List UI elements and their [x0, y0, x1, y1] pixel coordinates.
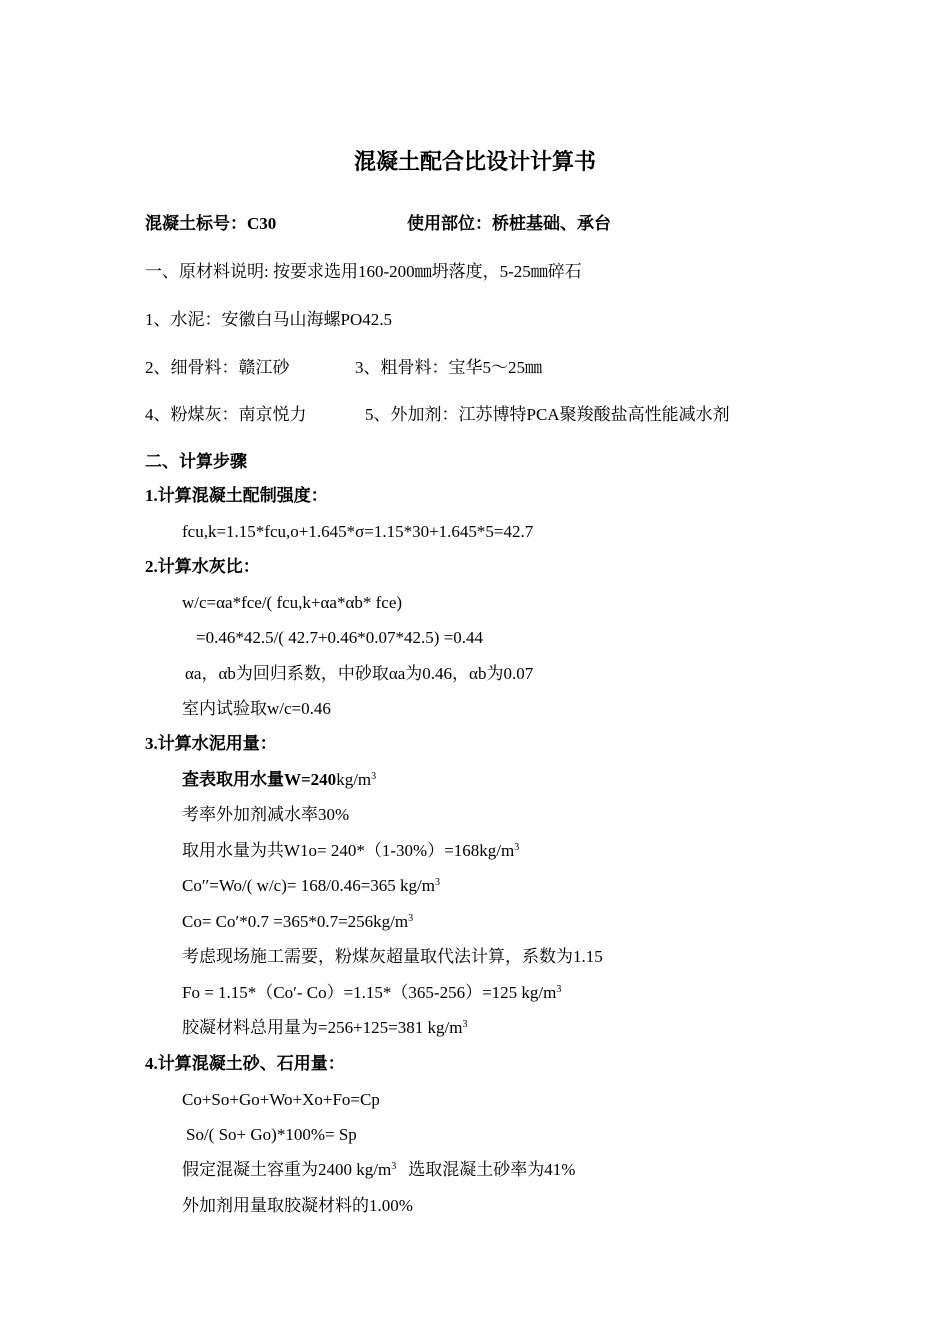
- cube-superscript: 3: [391, 1161, 397, 1172]
- step3-binder-total-text: 胶凝材料总用量为=256+125=381 kg/m: [182, 1018, 463, 1037]
- cube-superscript: 3: [371, 771, 377, 782]
- step3-reduction-rate: 考率外加剂减水率30%: [182, 805, 350, 824]
- step3-flyash-amount-text: Fo = 1.15*（Co′- Co）=1.15*（365-256）=125 kg/m: [182, 983, 557, 1002]
- step3-water-used: [182, 840, 519, 862]
- step4-sand-rate-text: 选取混凝土砂率为41%: [408, 1160, 576, 1179]
- step3-cement-base: [182, 875, 440, 897]
- concrete-grade: 混凝土标号：C30: [145, 214, 277, 233]
- step1-heading: 1.计算混凝土配制强度：: [145, 486, 328, 505]
- step2-lab-ratio: 室内试验取w/c=0.46: [182, 699, 331, 718]
- step2-coefficients: αa，αb为回归系数，中砂取αa为0.46，αb为0.07: [185, 664, 534, 683]
- step3-cement-base-text: Co′′=Wo/( w/c)= 168/0.46=365 kg/m: [182, 876, 435, 895]
- step3-heading: 3.计算水泥用量：: [145, 734, 277, 753]
- step3-binder-total: [182, 1017, 467, 1039]
- step3-cement-final: [182, 911, 413, 933]
- material-cement: 1、水泥：安徽白马山海螺PO42.5: [145, 310, 392, 329]
- cube-superscript: 3: [408, 913, 414, 924]
- step4-mass-equation: Co+So+Go+Wo+Xo+Fo=Cp: [182, 1090, 380, 1109]
- step3-flyash-amount: [182, 982, 561, 1004]
- section-calculation-heading: 二、计算步骤: [145, 452, 247, 471]
- step3-water-unit: kg/m: [336, 770, 372, 789]
- cube-superscript: 3: [514, 842, 520, 853]
- step1-formula: fcu,k=1.15*fcu,o+1.645*σ=1.15*30+1.645*5=42.7: [182, 522, 534, 541]
- material-fine-aggregate: 2、细骨料：赣江砂: [145, 358, 290, 377]
- step3-water-bold: 查表取用水量W=240: [182, 770, 337, 789]
- step4-density-text: 假定混凝土容重为2400 kg/m: [182, 1160, 392, 1179]
- step2-heading: 2.计算水灰比：: [145, 557, 260, 576]
- step4-heading: 4.计算混凝土砂、石用量：: [145, 1054, 345, 1073]
- step4-admixture-dosage: 外加剂用量取胶凝材料的1.00%: [182, 1196, 413, 1215]
- step2-formula: w/c=αa*fce/( fcu,k+αa*αb* fce): [182, 593, 403, 612]
- cube-superscript: 3: [434, 877, 440, 888]
- cube-superscript: 3: [462, 1019, 468, 1030]
- cube-superscript: 3: [556, 984, 562, 995]
- material-fly-ash: 4、粉煤灰：南京悦力: [145, 405, 307, 424]
- step3-water-table: [182, 769, 376, 791]
- section-materials-heading: 一、原材料说明: 按要求选用160-200㎜坍落度，5-25㎜碎石: [145, 262, 582, 281]
- step4-sand-ratio-equation: So/( So+ Go)*100%= Sp: [186, 1125, 357, 1144]
- material-coarse-aggregate: 3、粗骨料：宝华5～25㎜: [355, 358, 542, 377]
- step4-assumptions: [182, 1159, 575, 1181]
- step3-water-used-text: 取用水量为共W1o= 240*（1-30%）=168kg/m: [182, 841, 515, 860]
- usage-location: 使用部位：桥桩基础、承台: [407, 214, 611, 233]
- document-title: 混凝土配合比设计计算书: [353, 149, 596, 174]
- step2-result: =0.46*42.5/( 42.7+0.46*0.07*42.5) =0.44: [196, 628, 484, 647]
- material-admixture: 5、外加剂：江苏博特PCA聚羧酸盐高性能减水剂: [365, 405, 730, 424]
- step3-cement-final-text: Co= Co′*0.7 =365*0.7=256kg/m: [182, 912, 409, 931]
- step3-flyash-method: 考虑现场施工需要，粉煤灰超量取代法计算，系数为1.15: [182, 947, 603, 966]
